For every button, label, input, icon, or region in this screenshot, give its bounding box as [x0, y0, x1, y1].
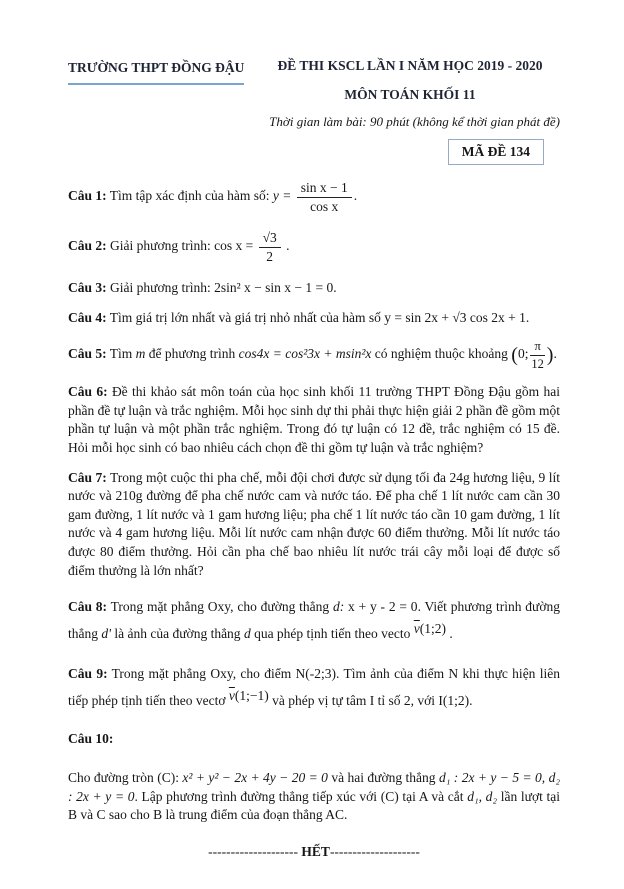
question-7	[68, 469, 560, 581]
question-5-formula: cos4x = cos²3x + msin²x	[238, 346, 372, 362]
question-3-label: Câu 3:	[68, 280, 107, 296]
exam-header	[68, 58, 560, 165]
question-8-label: Câu 8:	[68, 599, 108, 615]
question-2-text: Giải phương trình:	[110, 238, 211, 254]
question-6-label: Câu 6:	[68, 384, 108, 400]
exam-code-badge: MÃ ĐỀ 134	[448, 139, 544, 165]
question-1-lhs: y =	[272, 188, 292, 204]
question-4-text: Tìm giá trị lớn nhất và giá trị nhỏ nhất của hàm số	[109, 309, 381, 325]
school-name	[68, 58, 244, 85]
school-name-text: TRƯỜNG THPT ĐỒNG ĐẬU	[68, 60, 244, 85]
question-8-d-label: d:	[332, 599, 345, 615]
fraction-denominator: 2	[266, 248, 274, 264]
question-10-label: Câu 10:	[68, 731, 114, 747]
question-5-label: Câu 5:	[68, 346, 107, 362]
question-8-d-prime: d'	[101, 626, 112, 642]
question-8-text1: Trong mặt phẳng Oxy, cho đường thẳng	[110, 599, 330, 615]
question-8-end: .	[449, 626, 453, 642]
question-10-text2: và hai đường thẳng	[331, 769, 436, 785]
question-7-text: Trong một cuộc thi pha chế, mỗi đội chơi được sử dụng tối đa 24g hương liệu, 9 lít nước và 210g đường để pha chế nước cam và nước táo. Để pha chế 1 lít nước cam cần 30 gam đường, 1 lít nước và 1 gam hương liệu; pha chế 1 lít nước táo cần 10 gam đường, 1 lít nước và 4 gam hương liệu. Mỗi lít nước cam nhận được 60 điểm thưởng. Mỗi lít nước táo được 80 điểm thưởng. Hỏi cần pha chế bao nhiêu lít nước trái cây mỗi loại để được số điểm thưởng là lớn nhất?	[68, 469, 560, 578]
question-10-text3: . Lập phương trình đường thẳng tiếp xúc với (C) tại A và cắt	[134, 788, 464, 804]
question-10-eq1: x² + y² − 2x + 4y − 20 = 0	[182, 769, 328, 785]
interval-start: 0;	[517, 346, 529, 362]
question-5	[68, 338, 560, 372]
question-9-text1: Trong mặt phẳng Oxy, cho điểm N(-2;3). Tìm ảnh của điểm N khi thực hiện liên tiếp phép tịnh tiến theo vectơ	[68, 666, 560, 709]
fraction	[295, 180, 354, 214]
question-10-text4: lần lượt tại B và C sao cho B là trung điểm của đoạn thẳng AC.	[68, 788, 561, 823]
question-6	[68, 383, 560, 458]
vector-v-coords: (1;2)	[419, 621, 447, 637]
question-8-text4: qua phép tịnh tiến theo vecto	[254, 626, 411, 642]
question-4-label: Câu 4:	[68, 309, 107, 325]
question-3-formula: 2sin² x − sin x − 1 = 0	[214, 280, 334, 296]
exam-title-block	[260, 58, 560, 103]
question-6-text: Đề thi khảo sát môn toán của học sinh khối 11 trường THPT Đồng Đậu gồm hai phần đề tự luận và trắc nghiệm. Mỗi học sinh dự thi phải thực hiện giải 2 phần đề gồm một phần tự luận và một phần trắc nghiệm. Trong đó tự luận có 12 đề, trắc nghiệm có 15 đề. Hỏi mỗi học sinh có bao nhiêu cách chọn đề thi gồm tự luận và trắc nghiệm?	[68, 384, 560, 455]
fraction-numerator: √3	[259, 230, 281, 248]
question-1-label: Câu 1:	[68, 188, 107, 204]
question-9	[68, 660, 560, 714]
question-8-text2: . Viết phương trình đường thẳng	[68, 599, 560, 642]
question-10-d-pair: d₁, d₂	[467, 788, 498, 804]
question-5-text2: để phương trình	[148, 346, 236, 362]
question-2-lhs: cos x =	[214, 238, 254, 254]
exam-subject: MÔN TOÁN KHỐI 11	[344, 87, 476, 102]
end-mark-word: HẾT	[301, 843, 330, 859]
question-10-body	[68, 769, 560, 825]
question-10-heading	[68, 730, 560, 749]
question-2	[68, 229, 560, 265]
end-of-exam-mark	[68, 844, 560, 860]
question-8-d-var: d	[243, 626, 251, 642]
time-note: Thời gian làm bài: 90 phút (không kể thời gian phát đề)	[269, 114, 560, 129]
end-mark-dashes-left: --------------------	[208, 843, 299, 859]
exam-title: ĐỀ THI KSCL LẦN I NĂM HỌC 2019 - 2020	[277, 58, 543, 73]
fraction-denominator: 12	[531, 356, 544, 371]
question-3-text: Giải phương trình:	[110, 280, 211, 296]
vector-v-symbol: $\overline{v}$	[413, 621, 420, 637]
fraction	[257, 230, 283, 264]
question-9-text2: và phép vị tự tâm I tỉ số 2, với I(1;2).	[272, 693, 473, 709]
fraction-denominator: cos x	[310, 198, 339, 214]
question-2-end: .	[286, 238, 290, 254]
question-4-formula: y = sin 2x + √3 cos 2x + 1.	[384, 309, 530, 325]
question-7-label: Câu 7:	[68, 469, 107, 485]
question-8-text3: là ảnh của đường thẳng	[114, 626, 241, 642]
vector-v-coords: (1;−1)	[234, 688, 269, 704]
close-paren: )	[546, 344, 554, 367]
question-5-end: .	[553, 346, 557, 362]
question-2-label: Câu 2:	[68, 238, 107, 254]
question-8	[68, 593, 560, 647]
fraction	[528, 339, 546, 371]
vector-v	[229, 688, 269, 703]
question-1	[68, 179, 560, 215]
end-mark-dashes-right: --------------------	[329, 843, 420, 859]
open-paren: (	[511, 344, 518, 367]
question-10-text1: Cho đường tròn (C):	[68, 769, 179, 785]
question-4	[68, 309, 560, 328]
question-3	[68, 279, 560, 298]
exam-code-row	[68, 139, 544, 165]
question-1-text: Tìm tập xác định của hàm số:	[109, 188, 270, 204]
vector-v-symbol: $\overline{v}$	[228, 688, 235, 704]
question-9-label: Câu 9:	[68, 666, 108, 682]
question-10-eq3: d₂ : 2x + y = 0	[68, 769, 561, 804]
header-row	[68, 58, 560, 103]
question-5-text3: có nghiệm thuộc khoảng	[374, 346, 508, 362]
question-10-eq2: d₁ : 2x + y − 5 = 0,	[438, 769, 546, 785]
fraction-numerator: sin x − 1	[297, 180, 352, 198]
vector-v	[414, 621, 446, 636]
question-5-var-m: m	[135, 346, 146, 362]
fraction-numerator: π	[530, 339, 544, 355]
question-1-end: .	[353, 188, 358, 204]
question-5-text1: Tìm	[109, 346, 133, 362]
question-8-equation: x + y - 2 = 0	[348, 599, 418, 615]
question-3-end: .	[333, 280, 337, 296]
